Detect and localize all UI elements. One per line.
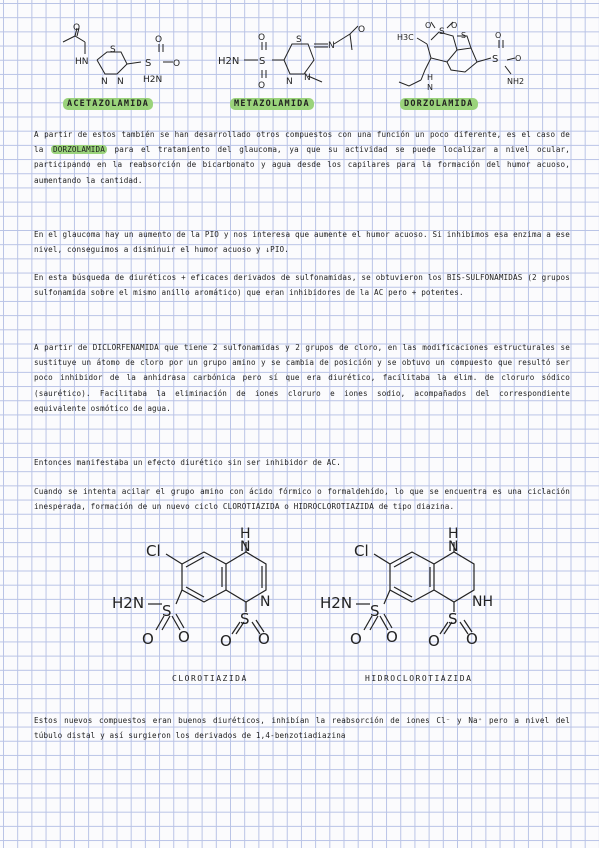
acetazolamida-s: S [110, 45, 116, 55]
metazolamida-structure [218, 20, 378, 95]
acetazolamida-n1: N [101, 77, 108, 87]
acetazolamida-o: O [73, 23, 81, 33]
dorzolamida-o1: O [425, 21, 432, 30]
hidroclorotiazida-s2: S [448, 610, 458, 628]
metazolamida-name: METAZOLAMIDA [230, 98, 314, 110]
hidroclorotiazida-structure [320, 526, 495, 653]
metazolamida-n2: N [304, 73, 311, 83]
paragraph-diuretico: Entonces manifestaba un efecto diurético sin ser inhibidor de AC. [34, 458, 341, 467]
clorotiazida-o4: O [258, 630, 270, 648]
clorotiazida-o3: O [220, 632, 232, 650]
acetazolamida-label [63, 99, 153, 109]
acetazolamida-svg [55, 22, 195, 92]
clorotiazida-n2: N [260, 594, 271, 610]
metazolamida-label [230, 99, 314, 109]
clorotiazida-h2n: H2N [112, 594, 145, 612]
clorotiazida-o1: O [142, 630, 154, 648]
dorzolamida-svg [395, 18, 545, 98]
dorzolamida-s1: S [439, 27, 445, 37]
hidroclorotiazida-h2n: H2N [320, 594, 353, 612]
clorotiazida-cl: Cl [146, 542, 161, 560]
dorzolamida-s3: S [492, 54, 499, 65]
acetazolamida-o2: O [155, 35, 163, 45]
acetazolamida-n2: N [117, 77, 124, 87]
dorzolamida-n: N [427, 83, 433, 92]
clorotiazida-o2: O [178, 628, 190, 646]
dorzolamida-name: DORZOLAMIDA [400, 98, 478, 110]
hidroclorotiazida-cl: Cl [354, 542, 369, 560]
dorzolamida-s2: S [461, 31, 467, 40]
hidroclorotiazida-nh: NH [472, 594, 493, 610]
hidroclorotiazida-o3: O [428, 632, 440, 650]
hidroclorotiazida-o2: O [386, 628, 398, 646]
paragraph-diclorfenamida: A partir de DICLORFENAMIDA que tiene 2 sulfonamidas y 2 grupos de cloro, en las modificaciones estructurales se sustituye un átomo de cloro por un grupo amino y se cambia de posición y se obtuvo un compuesto que resultó ser poco inhibidor de la anhidrasa carbónica pero sí que era diurético, facilitaba la elim. de cloruro sódico (saurético). Facilitaba la eliminación de iones cloruro e iones sodio, acompañados del correspondiente equivalente osmótico de agua. [34, 343, 570, 413]
dorzolamida-structure [395, 18, 545, 98]
metazolamida-o1: O [258, 33, 266, 43]
metazolamida-svg [218, 20, 378, 95]
clorotiazida-svg [112, 526, 287, 653]
metazolamida-s2: S [296, 35, 302, 45]
paragraph-bis-sulfonamidas: En esta búsqueda de diuréticos + eficaces derivados de sulfonamidas, se obtuvieron los BIS-SULFONAMIDAS (2 grupos sulfonamida sobre el mismo anillo aromático) que eran inhibidores de la AC pero + potentes. [34, 273, 570, 298]
clorotiazida-caption: CLOROTIAZIDA [172, 674, 248, 683]
hidroclorotiazida-s1: S [370, 602, 380, 620]
metazolamida-o2: O [258, 81, 266, 91]
dorzolamida-h: H [427, 73, 434, 82]
clorotiazida-structure [112, 526, 287, 653]
paragraph-dorzolamida [34, 127, 570, 188]
clorotiazida-n1: N [240, 539, 251, 555]
dorzolamida-highlight: DORZOLAMIDA [53, 145, 105, 155]
paragraph-1-end: para el tratamiento del glaucoma, ya que su actividad se puede localizar a nivel ocular, participando en la reabsorción de bicarbonato y agua desde los capilares para la formación del humor acuoso, aumentando la cantidad. [34, 145, 570, 185]
metazolamida-s1: S [259, 56, 266, 67]
dorzolamida-label [400, 99, 478, 109]
paragraph-glaucoma: En el glaucoma hay un aumento de la PIO y nos interesa que aumente el humor acuoso. Si inhibimos esa enzima a ese nivel, conseguimos a disminuir el humor acuoso y ↓PIO. [34, 230, 570, 255]
hidroclorotiazida-o4: O [466, 630, 478, 648]
metazolamida-o3: O [358, 25, 366, 35]
acetazolamida-s2: S [145, 58, 152, 69]
acetazolamida-nh2: H2N [143, 75, 163, 85]
acetazolamida-structure [55, 22, 195, 92]
metazolamida-n3: N [328, 41, 335, 51]
dorzolamida-o4: O [515, 54, 522, 63]
hidroclorotiazida-svg [320, 526, 495, 653]
acetazolamida-hn: HN [75, 57, 89, 67]
acetazolamida-name: ACETAZOLAMIDA [63, 98, 153, 110]
metazolamida-n1: N [286, 77, 293, 87]
clorotiazida-s2: S [240, 610, 250, 628]
dorzolamida-o3: O [495, 31, 502, 40]
hidroclorotiazida-n1: N [448, 539, 459, 555]
metazolamida-h2n: H2N [218, 56, 240, 67]
dorzolamida-h3c: H3C [397, 33, 414, 42]
acetazolamida-o3: O [173, 59, 181, 69]
dorzolamida-o2: O [451, 21, 458, 30]
dorzolamida-nh2: NH2 [507, 77, 525, 86]
hidroclorotiazida-caption: HIDROCLOROTIAZIDA [365, 674, 473, 683]
paragraph-1-start: A partir de estos también se han desarrollado otros compuestos con una función un poco diferente, es el caso de la [34, 130, 570, 155]
hidroclorotiazida-o1: O [350, 630, 362, 648]
clorotiazida-s1: S [162, 602, 172, 620]
clorotiazida-h: H [240, 526, 251, 542]
paragraph-ciclacion: Cuando se intenta acilar el grupo amino con ácido fórmico o formaldehído, lo que se encuentra es una ciclación inesperada, formación de un nuevo ciclo CLOROTIAZIDA o HIDROCLOROTIAZIDA de tipo diazina. [34, 487, 570, 512]
paragraph-benzotiadiazina: Estos nuevos compuestos eran buenos diuréticos, inhibían la reabsorción de iones Cl⁻ y Na⁺ pero a nivel del túbulo distal y así surgieron los derivados de 1,4-benzotiadiazina [34, 716, 570, 741]
hidroclorotiazida-h: H [448, 526, 459, 542]
